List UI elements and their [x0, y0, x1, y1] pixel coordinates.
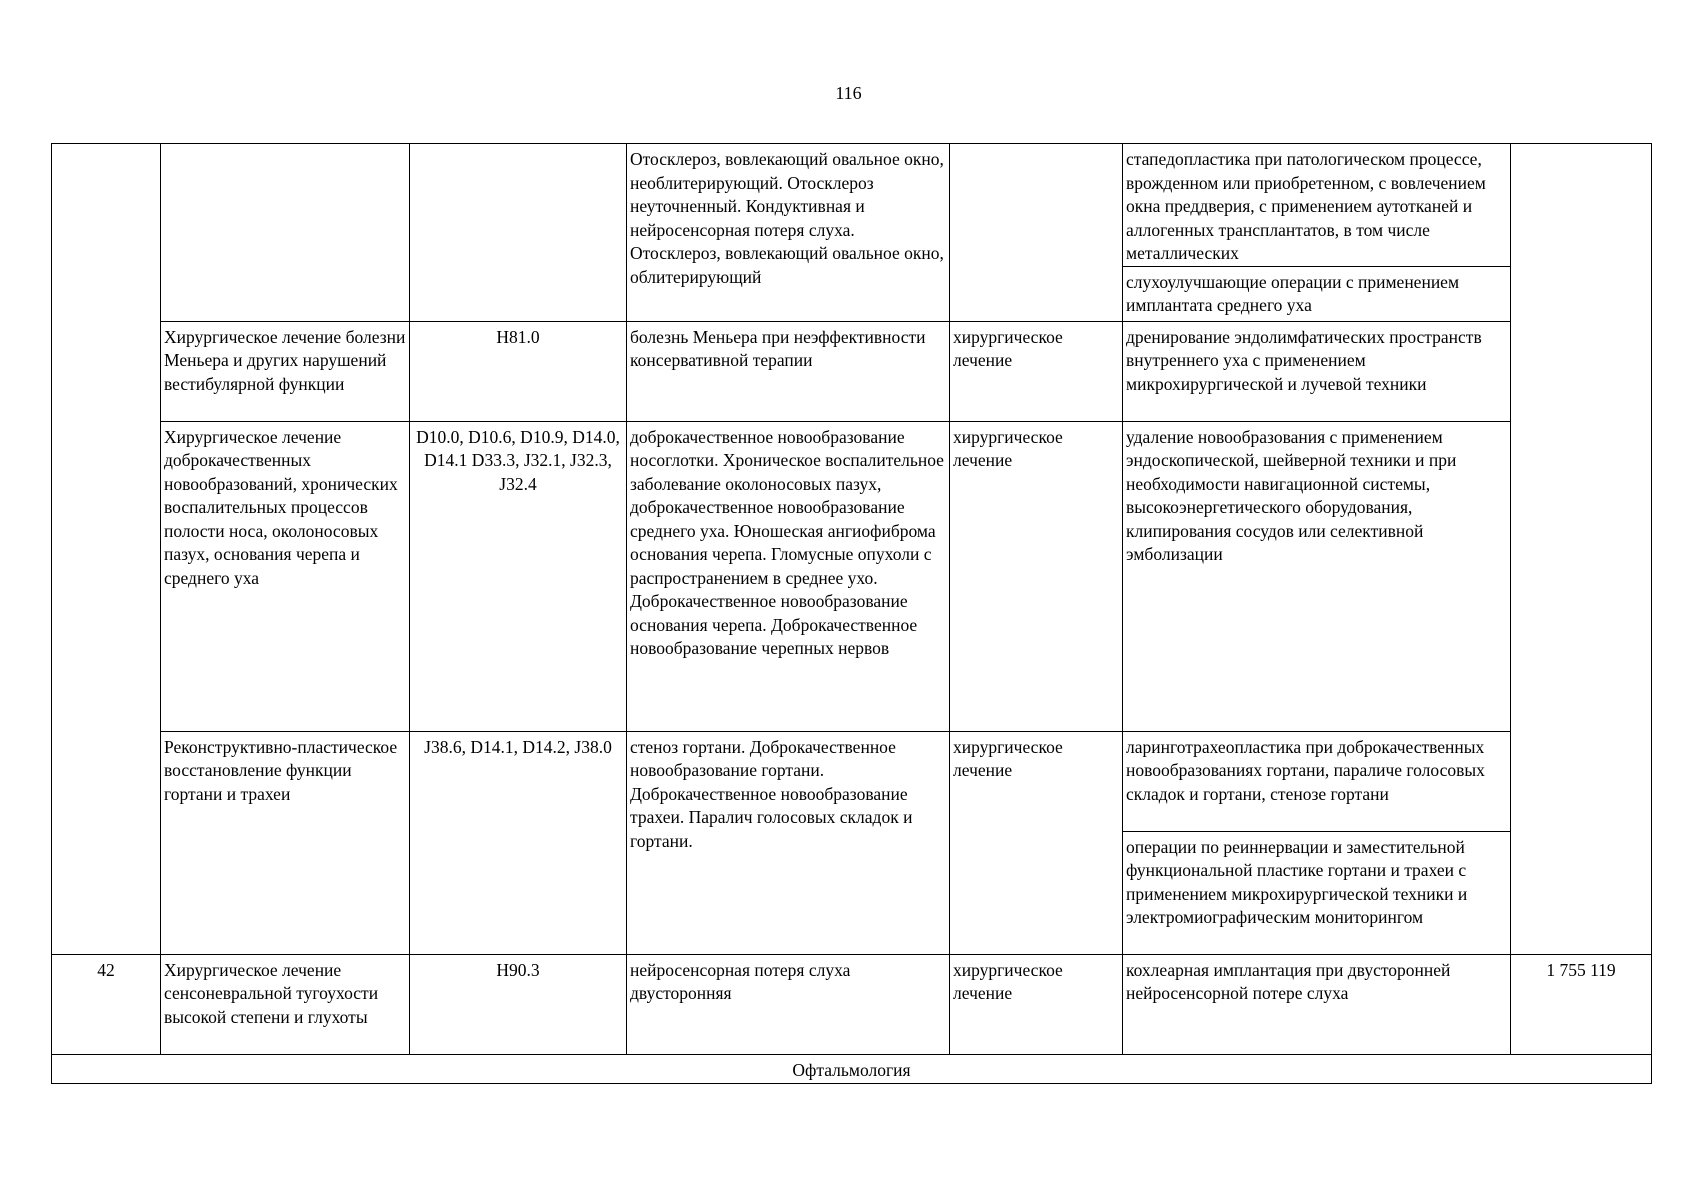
disease-cell: нейросенсорная потеря слуха двусторонняя	[627, 954, 950, 1054]
method-cell: дренирование эндолимфатических пространств внутреннего уха с применением микрохирургической и лучевой техники	[1123, 321, 1511, 421]
section-title: Офтальмология	[52, 1054, 1652, 1083]
section-header-row	[52, 1054, 1652, 1083]
code-cell-empty	[410, 144, 627, 322]
table-row	[52, 321, 1652, 421]
profile-cell-empty	[161, 144, 410, 322]
disease-cell: стеноз гортани. Доброкачественное новообразование гортани. Доброкачественное новообразование трахеи. Паралич голосовых складок и гортани.	[627, 731, 950, 954]
cost-cell: 1 755 119	[1511, 954, 1652, 1054]
treatment-cell: хирургическое лечение	[950, 954, 1123, 1054]
profile-cell: Хирургическое лечение сенсоневральной тугоухости высокой степени и глухоты	[161, 954, 410, 1054]
row-number: 42	[52, 954, 161, 1054]
table-row	[52, 954, 1652, 1054]
table-row	[52, 144, 1652, 267]
cost-cell-empty	[1511, 144, 1652, 955]
method-cell: слухоулучшающие операции с применением имплантата среднего уха	[1123, 266, 1511, 321]
disease-cell: болезнь Меньера при неэффективности консервативной терапии	[627, 321, 950, 421]
disease-cell: доброкачественное новообразование носоглотки. Хроническое воспалительное заболевание околоносовых пазух, доброкачественное новообразование среднего уха. Юношеская ангиофиброма основания черепа. Гломусные опухоли с распространением в среднее ухо. Доброкачественное новообразование основания черепа. Доброкачественное новообразование черепных нервов	[627, 421, 950, 731]
profile-cell: Хирургическое лечение доброкачественных новообразований, хронических воспалительных процессов полости носа, околоносовых пазух, основания черепа и среднего уха	[161, 421, 410, 731]
profile-cell: Хирургическое лечение болезни Меньера и других нарушений вестибулярной функции	[161, 321, 410, 421]
profile-cell: Реконструктивно-пластическое восстановление функции гортани и трахеи	[161, 731, 410, 954]
treatment-table	[51, 143, 1652, 1084]
method-cell: ларинготрахеопластика при доброкачественных новообразованиях гортани, параличе голосовых складок и гортани, стенозе гортани	[1123, 731, 1511, 831]
code-cell: D10.0, D10.6, D10.9, D14.0, D14.1 D33.3, J32.1, J32.3, J32.4	[410, 421, 627, 731]
table-row	[52, 421, 1652, 731]
method-cell: операции по реиннервации и заместительной функциональной пластике гортани и трахеи с применением микрохирургической техники и электромиографическим мониторингом	[1123, 831, 1511, 954]
page-number: 116	[835, 83, 862, 103]
method-cell: стапедопластика при патологическом процессе, врожденном или приобретенном, с вовлечением окна преддверия, с применением аутотканей и аллогенных трансплантатов, в том числе металлических	[1123, 144, 1511, 267]
code-cell: J38.6, D14.1, D14.2, J38.0	[410, 731, 627, 954]
code-cell: H90.3	[410, 954, 627, 1054]
treatment-cell-empty	[950, 144, 1123, 322]
table-row	[52, 731, 1652, 831]
method-cell: кохлеарная имплантация при двусторонней нейросенсорной потере слуха	[1123, 954, 1511, 1054]
number-cell-empty	[52, 144, 161, 955]
treatment-cell: хирургическое лечение	[950, 731, 1123, 954]
treatment-cell: хирургическое лечение	[950, 321, 1123, 421]
method-cell: удаление новообразования с применением эндоскопической, шейверной техники и при необходимости навигационной системы, высокоэнергетического оборудования, клипирования сосудов или селективной эмболизации	[1123, 421, 1511, 731]
treatment-cell: хирургическое лечение	[950, 421, 1123, 731]
disease-cell: Отосклероз, вовлекающий овальное окно, необлитерирующий. Отосклероз неуточненный. Кондуктивная и нейросенсорная потеря слуха. Отосклероз, вовлекающий овальное окно, облитерирующий	[627, 144, 950, 322]
code-cell: H81.0	[410, 321, 627, 421]
